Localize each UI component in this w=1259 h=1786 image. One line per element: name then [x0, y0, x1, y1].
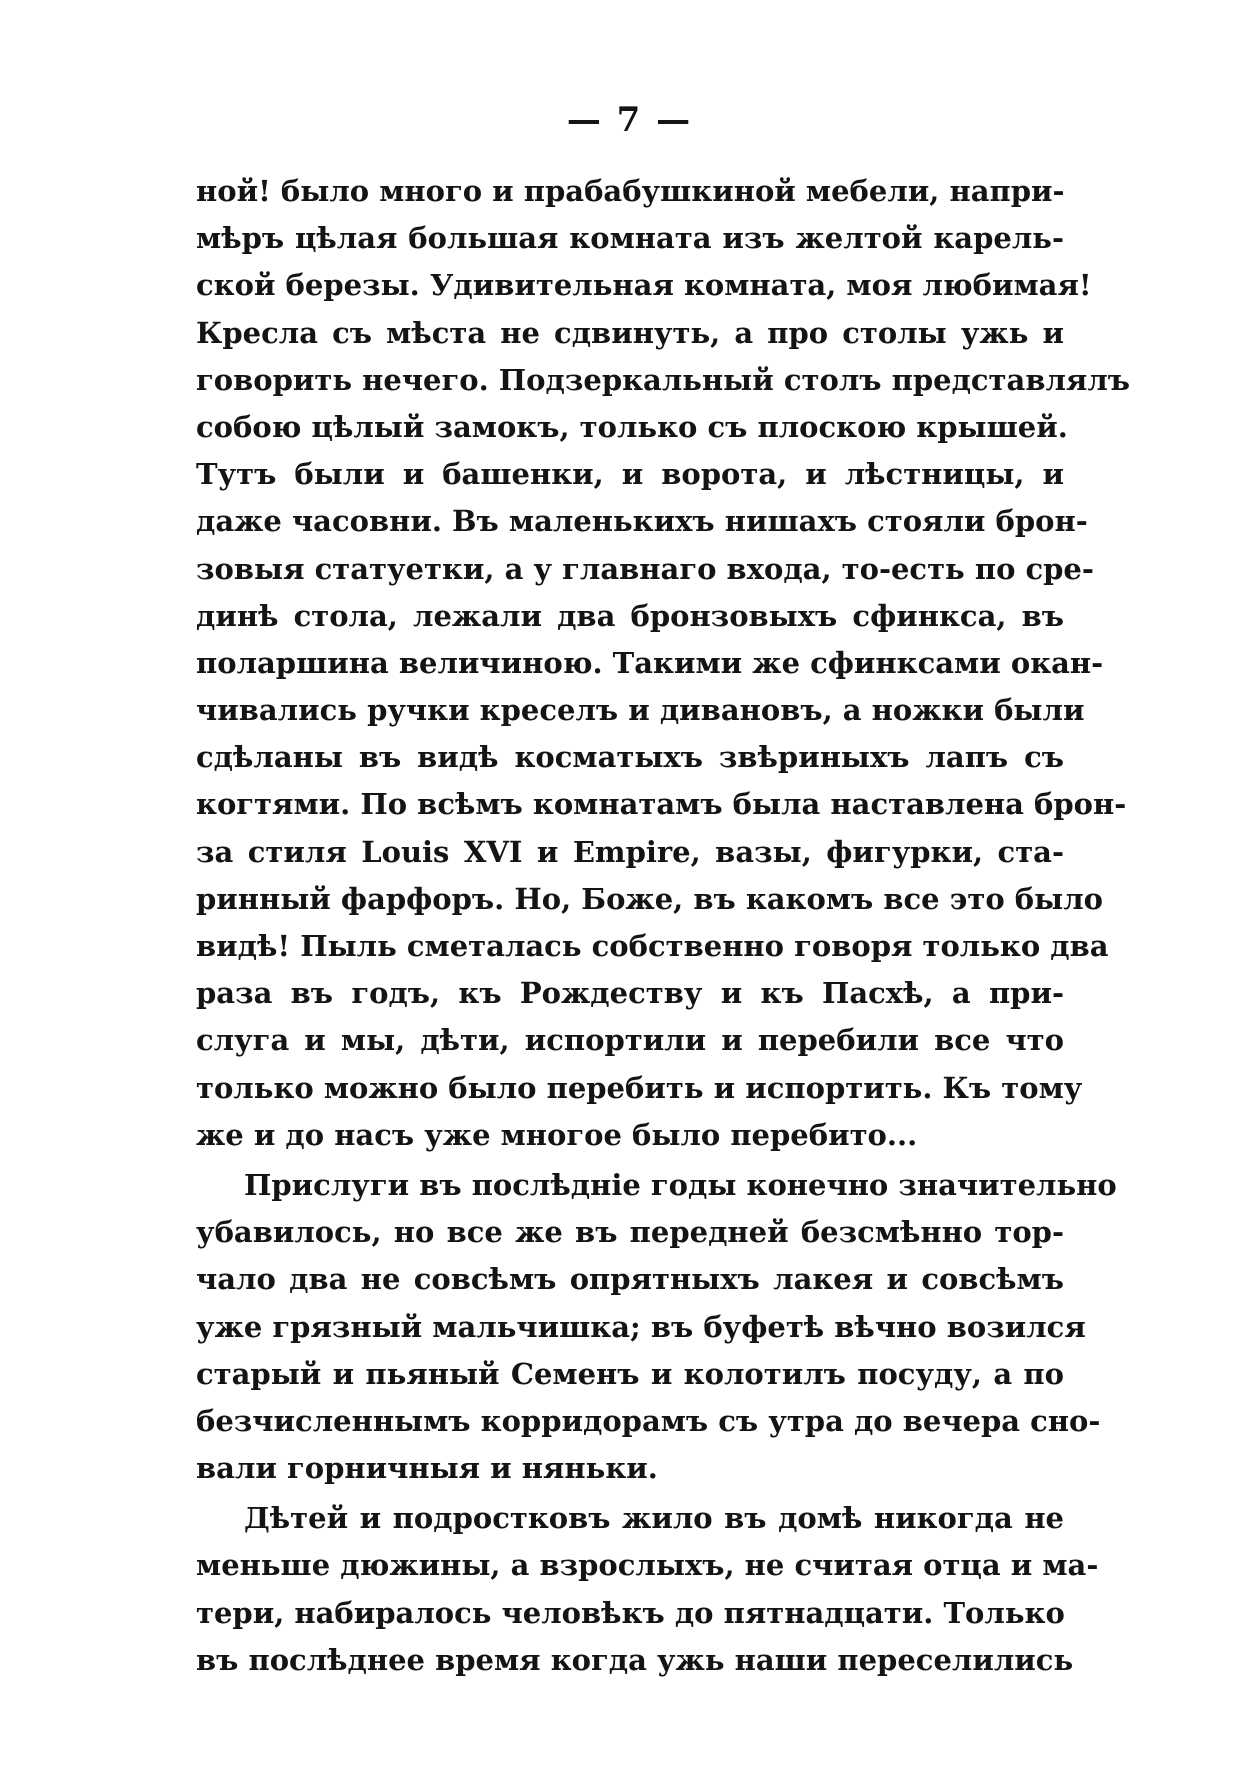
text-line: ной! было много и прабабушкиной мебели, напри- [196, 174, 1065, 208]
text-line: за стиля Louis XVI и Empire, вазы, фигурки, ста- [196, 834, 1064, 869]
paragraph-3 [196, 1495, 1099, 1684]
text-line: убавилось, но все же въ передней безсмѣнно тор- [196, 1215, 1064, 1250]
text-line: динѣ стола, лежали два бронзовыхъ сфинкса, въ [196, 598, 1064, 633]
text-line: слуга и мы, дѣти, испортили и перебили все что [196, 1023, 1064, 1058]
page-number: — 7 — [566, 100, 693, 140]
text-line: чало два не совсѣмъ опрятныхъ лакея и совсѣмъ [196, 1262, 1064, 1297]
text-line: ской березы. Удивительная комната, моя любимая! [196, 268, 1092, 303]
text-line: Дѣтей и подростковъ жило въ домѣ никогда не [244, 1501, 1064, 1536]
text-line: уже грязный мальчишка; въ буфетѣ вѣчно возился [196, 1309, 1086, 1344]
text-line: же и до насъ уже многое было перебито... [196, 1117, 918, 1152]
paragraph-1 [196, 168, 1131, 1159]
text-line: только можно было перебить и испортить. Къ тому [196, 1070, 1083, 1105]
text-line: раза въ годъ, къ Рождеству и къ Пасхѣ, а при- [196, 976, 1064, 1011]
text-line: мѣръ цѣлая большая комната изъ желтой карель- [196, 221, 1064, 256]
text-line: говорить нечего. Подзеркальный столъ представлялъ [196, 362, 1131, 397]
text-line: вали горничныя и няньки. [196, 1451, 658, 1486]
text-line: поларшина величиною. Такими же сфинксами окан- [196, 645, 1104, 680]
text-line: меньше дюжины, а взрослыхъ, не считая отца и ма- [196, 1548, 1099, 1583]
paragraph-2 [196, 1162, 1117, 1492]
text-line: Прислуги въ послѣдніе годы конечно значительно [244, 1167, 1117, 1202]
text-line: тери, набиралось человѣкъ до пятнадцати. Только [196, 1595, 1065, 1630]
text-line: когтями. По всѣмъ комнатамъ была наставлена брон- [196, 787, 1127, 822]
text-line: въ послѣднее время когда ужь наши переселились [196, 1642, 1074, 1677]
text-line: ринный фарфоръ. Но, Боже, въ какомъ все это было [196, 881, 1104, 916]
text-line: Кресла съ мѣста не сдвинуть, а про столы ужь и [196, 315, 1064, 350]
body-text [196, 168, 1131, 1684]
text-line: собою цѣлый замокъ, только съ плоскою крышей. [196, 409, 1068, 444]
text-line: сдѣланы въ видѣ косматыхъ звѣриныхъ лапъ съ [196, 740, 1064, 775]
text-line: безчисленнымъ корридорамъ съ утра до вечера сно- [196, 1403, 1101, 1438]
text-line: даже часовни. Въ маленькихъ нишахъ стояли брон- [196, 504, 1088, 539]
text-line: Тутъ были и башенки, и ворота, и лѣстницы, и [196, 457, 1064, 492]
text-line: видѣ! Пыль сметалась собственно говоря только два [196, 929, 1109, 963]
text-line: чивались ручки креселъ и дивановъ, а ножки были [196, 693, 1085, 728]
text-line: старый и пьяный Семенъ и колотилъ посуду, а по [196, 1356, 1064, 1391]
text-line: зовыя статуетки, а у главнаго входа, то-есть по сре- [196, 551, 1094, 586]
